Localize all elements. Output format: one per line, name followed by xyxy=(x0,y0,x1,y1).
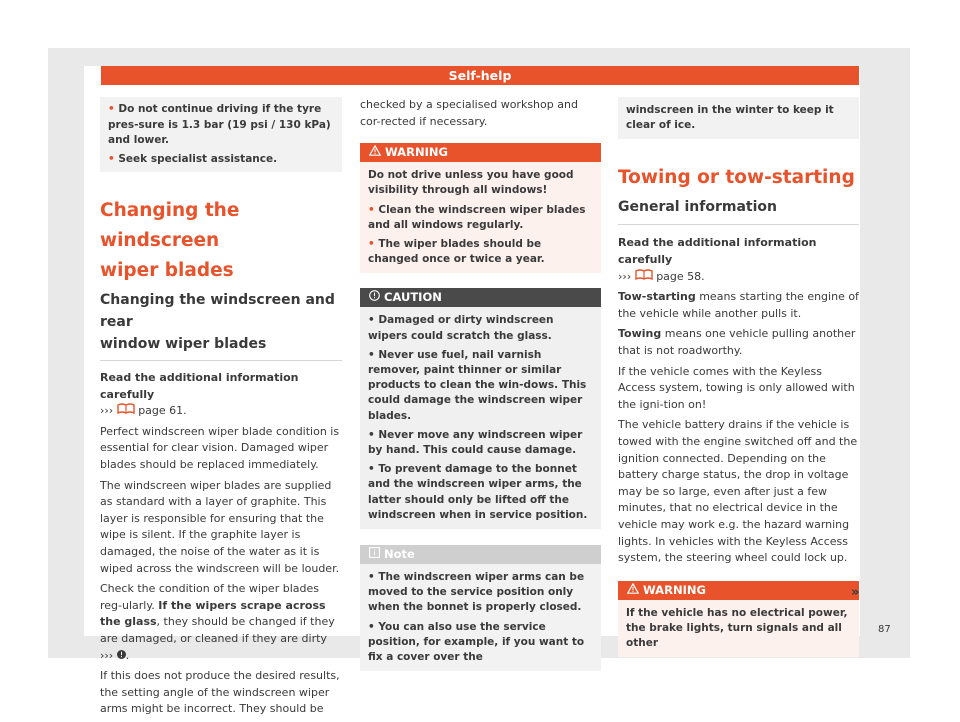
bullet-item: • Seek specialist assistance. xyxy=(108,152,278,165)
info-circle-icon xyxy=(369,288,380,307)
bullet-icon: • xyxy=(368,203,375,216)
note-body xyxy=(360,564,601,671)
warning-box xyxy=(618,581,859,658)
sub-title: Changing the windscreen and rear window wiper blades xyxy=(100,289,342,361)
paragraph: The vehicle battery drains if the vehicle is towed with the engine switched off and the ignition connected. Depending on the battery charge status, the drop in voltage may be so large, even after just a few minutes, that no electrical device in the vehicle may work e.g. the hazard warning lights. In vehicles with the Keyless Access system, the steering wheel could lock up. xyxy=(618,418,858,565)
paragraph: Check the condition of the wiper blades reg-ularly. If the wipers scrape across the glass, they should be changed if they are damaged, or cleaned if they are dirty ››› . xyxy=(100,581,342,664)
section-title: Changing the windscreen wiper blades xyxy=(100,200,240,281)
bullet-icon: • xyxy=(108,103,115,115)
read-info: Read the additional information carefully xyxy=(100,371,299,401)
bullet-item: • Clean the windscreen wiper blades and all windows regularly. xyxy=(368,203,586,231)
read-ref[interactable]: ››› page 61. xyxy=(100,403,342,420)
paragraph: If the vehicle comes with the Keyless Access system, towing is only allowed with the igni-tion on! xyxy=(618,364,855,411)
section-title: Towing or tow-starting xyxy=(618,167,855,189)
paragraph: checked by a specialised workshop and cor-rected if necessary. xyxy=(360,98,578,128)
bullet-item: • The wiper blades should be changed once or twice a year. xyxy=(368,238,545,266)
column-2 xyxy=(360,97,601,671)
bullet-item: • To prevent damage to the bonnet and the windscreen wiper arms, the latter should only be lifted off the windscreen when in service position. xyxy=(368,463,588,521)
paragraph: Towing means one vehicle pulling another that is not roadworthy. xyxy=(618,327,856,357)
warning-box xyxy=(360,143,601,273)
warning-header: WARNING xyxy=(618,581,859,600)
book-icon xyxy=(635,269,653,286)
column-3 xyxy=(618,97,859,657)
bullet-item: • Damaged or dirty windscreen wipers could scratch the glass. xyxy=(368,314,554,342)
read-ref[interactable]: ››› page 58. xyxy=(618,269,859,286)
page-number: 87 xyxy=(878,624,891,635)
warning-body: Do not drive unless you have good visibility through all windows! • Clean the windscreen wiper blades and all windows regularly. • The wiper blades should be changed once or twice a year. xyxy=(360,162,601,273)
bullet-icon: • xyxy=(108,152,115,165)
bullet-item: • Never use fuel, nail varnish remover, paint thinner or similar products to clean the win-dows. This could damage the windscreen wiper blades. xyxy=(368,348,587,422)
paragraph: The windscreen wiper blades are supplied as standard with a layer of graphite. This layer is responsible for ensuring that the wipe is silent. If the graphite layer is damaged, the noise of the water as it is wiped across the windscreen will be louder. xyxy=(100,478,340,575)
warning-triangle-icon xyxy=(369,143,381,162)
caution-header: CAUTION xyxy=(360,288,601,307)
bullet-box xyxy=(100,97,342,172)
caution-box xyxy=(360,288,601,529)
bullet-item: • Do not continue driving if the tyre pres-sure is 1.3 bar (19 psi / 130 kPa) and lower. xyxy=(108,103,331,146)
note-body-continued: windscreen in the winter to keep it clear of ice. xyxy=(618,97,859,139)
continue-mark: » xyxy=(851,585,860,600)
warning-circle-icon xyxy=(117,648,126,665)
header-title: Self-help xyxy=(101,66,859,85)
paragraph: If this does not produce the desired results, the setting angle of the windscreen wiper arms might be incorrect. They should be xyxy=(100,669,340,716)
warning-triangle-icon xyxy=(627,581,639,600)
note-box xyxy=(360,545,601,671)
paragraph: Tow-starting means starting the engine of the vehicle while another pulls it. xyxy=(618,290,859,320)
book-icon xyxy=(117,403,135,420)
bullet-icon: • xyxy=(368,238,375,250)
column-1 xyxy=(100,97,342,722)
bullet-item: • You can also use the service position, for example, if you want to fix a cover over the xyxy=(368,620,585,664)
info-square-icon xyxy=(369,545,380,564)
warning-body: If the vehicle has no electrical power, the brake lights, turn signals and all other xyxy=(618,600,859,658)
read-info: Read the additional information carefully xyxy=(618,236,817,266)
sub-title: General information xyxy=(618,196,859,225)
paragraph: Perfect windscreen wiper blade condition is essential for clear vision. Damaged wiper blades should be replaced immediately. xyxy=(100,424,340,471)
warning-header: WARNING xyxy=(360,143,601,162)
caution-body xyxy=(360,307,601,529)
bullet-item: • The windscreen wiper arms can be moved to the service position only when the bonnet is properly closed. xyxy=(368,571,585,614)
bullet-item: • Never move any windscreen wiper by hand. This could cause damage. xyxy=(368,428,583,457)
note-header: Note xyxy=(360,545,601,564)
